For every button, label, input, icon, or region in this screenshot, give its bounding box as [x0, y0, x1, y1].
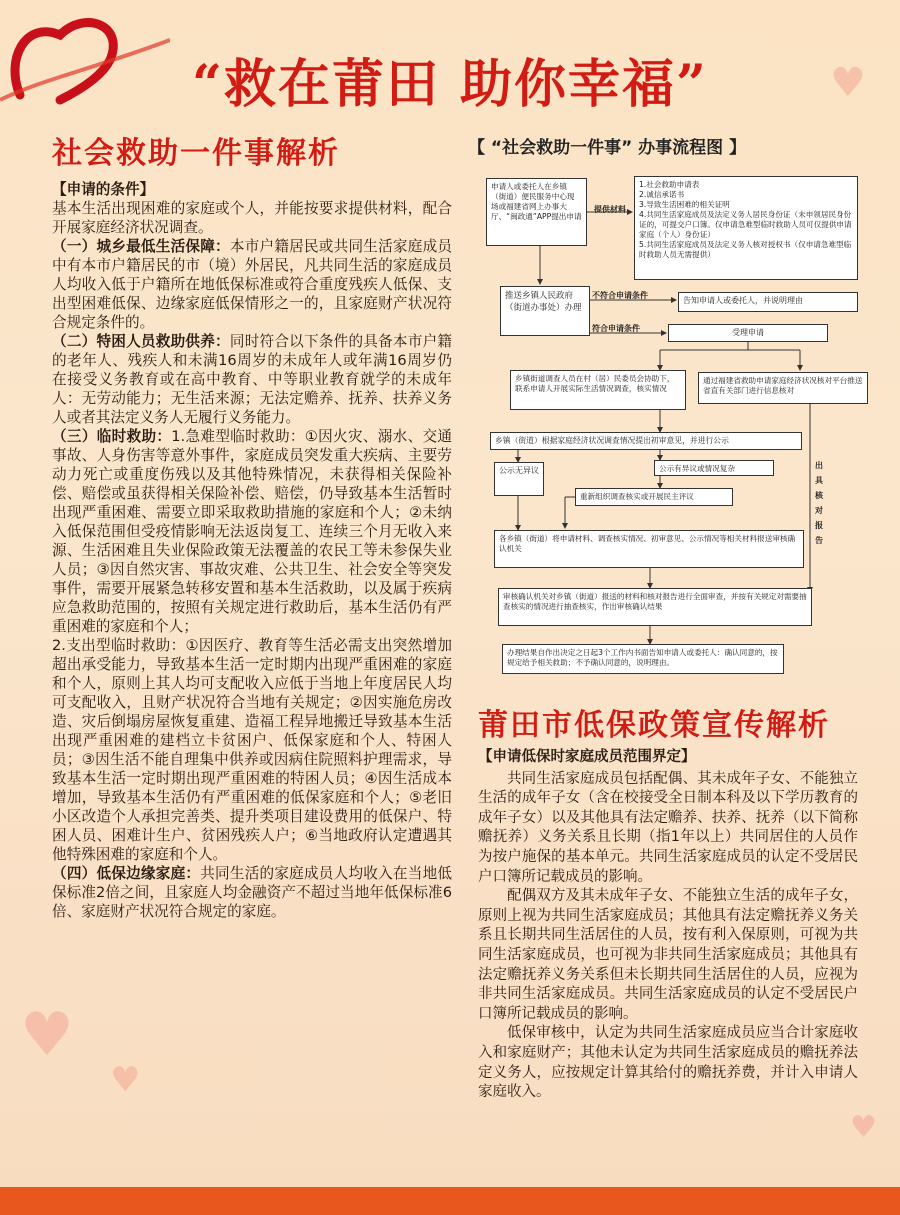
flow-materials-label: 提供材料 — [594, 205, 626, 214]
flow-opinion-box: 乡镇（街道）根据家庭经济状况调查情况提出初审意见，并进行公示 — [490, 432, 802, 450]
item-3-heading: （三）临时救助： — [52, 428, 172, 445]
heart-icon: ♥ — [830, 60, 866, 106]
flow-not-meet-box: 告知申请人或委托人，并说明理由 — [678, 292, 858, 312]
main-title: “救在莆田 助你幸福” — [192, 54, 708, 115]
item-2-body: 同时符合以下条件的具备本市户籍的老年人、残疾人和未满16周岁的未成年人或年满16周岁仍在接受义务教育或在高中教育、中等职业教育就学的未成年人：无劳动能力；无生活来源；无法定赡养、抚养、扶养义务人或者其法定义务人无履行义务能力。 — [52, 333, 452, 426]
right-section-title: 莆田市低保政策宣传解析 — [478, 708, 830, 743]
flow-review-box: 审核确认机关对乡镇（街道）报送的材料和核对报告进行全面审查，并按有关规定对需要抽查核实的情况进行抽查核实，作出审核确认结果 — [498, 588, 812, 626]
flow-investigate-box: 乡镇街道调查人员在村（居）民委员会协助下，联系申请人开展实际生活情况调查，核实情况 — [510, 370, 686, 410]
conditions-intro: 基本生活出现困难的家庭或个人，并能按要求提供材料，配合开展家庭经济状况调查。 — [52, 200, 452, 236]
item-3-body: 1.急难型临时救助：①因火灾、溺水、交通事故、人身伤害等意外事件，家庭成员突发重大疾病、主要劳动力死亡或重度伤残以及其他特殊情况，未获得相关保险补偿、赔偿或虽获得相关保险补偿、赔偿，仍导致基本生活暂时出现严重困难、需要立即采取救助措施的家庭和个人；②未纳入低保范围但受疫情影响无法返岗复工、连续三个月无收入来源、生活困难且失业保险政策无法覆盖的农民工等未参保失业人员；③因自然灾害、事故灾难、公共卫生、社会安全等突发事件，需要开展紧急转移安置和基本生活救助，以及属于疾病应急救助范围的，按照有关规定进行救助后，基本生活仍有严重困难的家庭和个人； — [52, 428, 452, 635]
flow-objection-box: 公示有异议或情况复杂 — [654, 460, 774, 476]
right-column — [478, 748, 858, 1103]
item-4-body: 共同生活的家庭成员人均收入在当地低保标准2倍之间，且家庭人均金融资产不超过当地年低保标准6倍、家庭财产状况符合规定的家庭。 — [52, 865, 452, 920]
item-1-heading: （一）城乡最低生活保障： — [52, 238, 230, 255]
left-section-title: 社会救助一件事解析 — [52, 136, 340, 171]
lowincome-heading: 【申请低保时家庭成员范围界定】 — [478, 749, 696, 765]
item-1-body: 本市户籍居民或共同生活家庭成员中有本市户籍居民的市（境）外居民，凡共同生活的家庭成员人均收入低于户籍所在地低保标准或符合重度残疾人低保、支出型困难低保、边缘家庭低保情形之一的，且家庭财产状况符合规定条件的。 — [52, 238, 452, 331]
flow-not-meet-label: 不符合申请条件 — [592, 291, 648, 300]
flow-meet-label: 符合申请条件 — [592, 324, 640, 333]
flow-result-box: 办理结果自作出决定之日起3个工作内书面告知申请人或委托人：确认同意的，按规定给予相关救助；不予确认同意的，说明理由。 — [502, 644, 784, 674]
lowincome-paragraph-3: 低保审核中，认定为共同生活家庭成员应当合计家庭收入和家庭财产；其他未认定为共同生活家庭成员的赡抚养法定义务人，应按规定计算其给付的赡抚养费，并计入申请人家庭收入。 — [478, 1025, 858, 1101]
item-3-part-2: 2.支出型临时救助：①因医疗、教育等生活必需支出突然增加超出承受能力，导致基本生活一定时期内出现严重困难的家庭和个人，原则上其人均可支配收入应低于当地上年度居民人均可支配收入，且财产状况符合当地有关规定；②因实施危房改造、灾后倒塌房屋恢复重建、造福工程异地搬迁导致基本生活出现严重困难的建档立卡贫困户、低保家庭和个人、特困人员；③因生活不能自理集中供养或因病住院照料护理需求，导致基本生活一定时期出现严重困难的特困人员；④因生活成本增加，导致基本生活仍有严重困难的低保家庭和个人；⑤老旧小区改造个人承担完善类、提升类项目建设费用的低保户、特困人员、困难计生户、贫困残疾人户；⑥当地政府认定遭遇其他特殊困难的家庭和个人。 — [52, 637, 452, 863]
flow-accept-box: 受理申请 — [668, 324, 828, 342]
flow-report-label: 出具核对报告 — [815, 461, 823, 545]
flow-no-objection-box: 公示无异议 — [494, 462, 544, 496]
flow-materials-box: 1.社会救助申请表 2.诚信承诺书 3.导致生活困难的相关证明 4.共同生活家庭成员及法定义务人居民身份证（未申领居民身份证的，可提交户口簿。仅申请急难型临时救助人员可仅提供申请家庭（个人）身份证） 5.共同生活家庭成员及法定义务人核对授权书（仅申请急难型临时救助人员无需提供） — [634, 176, 858, 280]
item-2-heading: （二）特困人员救助供养： — [52, 333, 230, 350]
item-4-heading: （四）低保边缘家庭： — [52, 865, 201, 882]
flow-push-box: 推送乡镇人民政府（街道办事处）办理 — [500, 286, 590, 336]
flow-verify-box: 通过福建省救助申请家庭经济状况核对平台推送省直有关部门进行信息核对 — [698, 372, 868, 404]
lowincome-paragraph-1: 共同生活家庭成员包括配偶、其未成年子女、不能独立生活的成年子女（含在校接受全日制本科及以下学历教育的成年子女）以及其他具有法定赡养、扶养、抚养（以下简称赡抚养）义务关系且长期（指1年以上）共同居住的人员作为按户施保的基本单元。共同生活家庭成员的认定不受居民户口簿所记载成员的影响。 — [478, 770, 858, 885]
heart-icon: ♥ — [20, 1000, 74, 1070]
conditions-heading: 【申请的条件】 — [52, 181, 155, 198]
flow-reorganize-box: 重新组织调查核实或开展民主评议 — [575, 488, 733, 506]
bottom-bar — [0, 1187, 900, 1215]
heart-icon: ♥ — [110, 1060, 141, 1100]
flow-start-box: 申请人或委托人在乡镇（街道）便民服务中心现场或福建省网上办事大厅、“闽政通”APP提出申请 — [486, 178, 587, 246]
flowchart-title: 【 “社会救助一件事” 办事流程图 】 — [468, 138, 747, 158]
flow-submit-box: 各乡镇（街道）将申请材料、调查核实情况、初审意见、公示情况等相关材料报送审核确认机关 — [494, 530, 804, 568]
lowincome-paragraph-2: 配偶双方及其未成年子女、不能独立生活的成年子女，原则上视为共同生活家庭成员；其他具有法定赡抚养义务关系且长期共同生活居住的人员，按有利入保原则，可视为共同生活家庭成员，也可视为非共同生活家庭成员；其他具有法定赡抚养义务关系但未长期共同生活居住的人员，应视为非共同生活家庭成员。共同生活家庭成员的认定不受居民户口簿所记载成员的影响。 — [478, 888, 858, 1022]
heart-icon: ♥ — [850, 1110, 877, 1145]
